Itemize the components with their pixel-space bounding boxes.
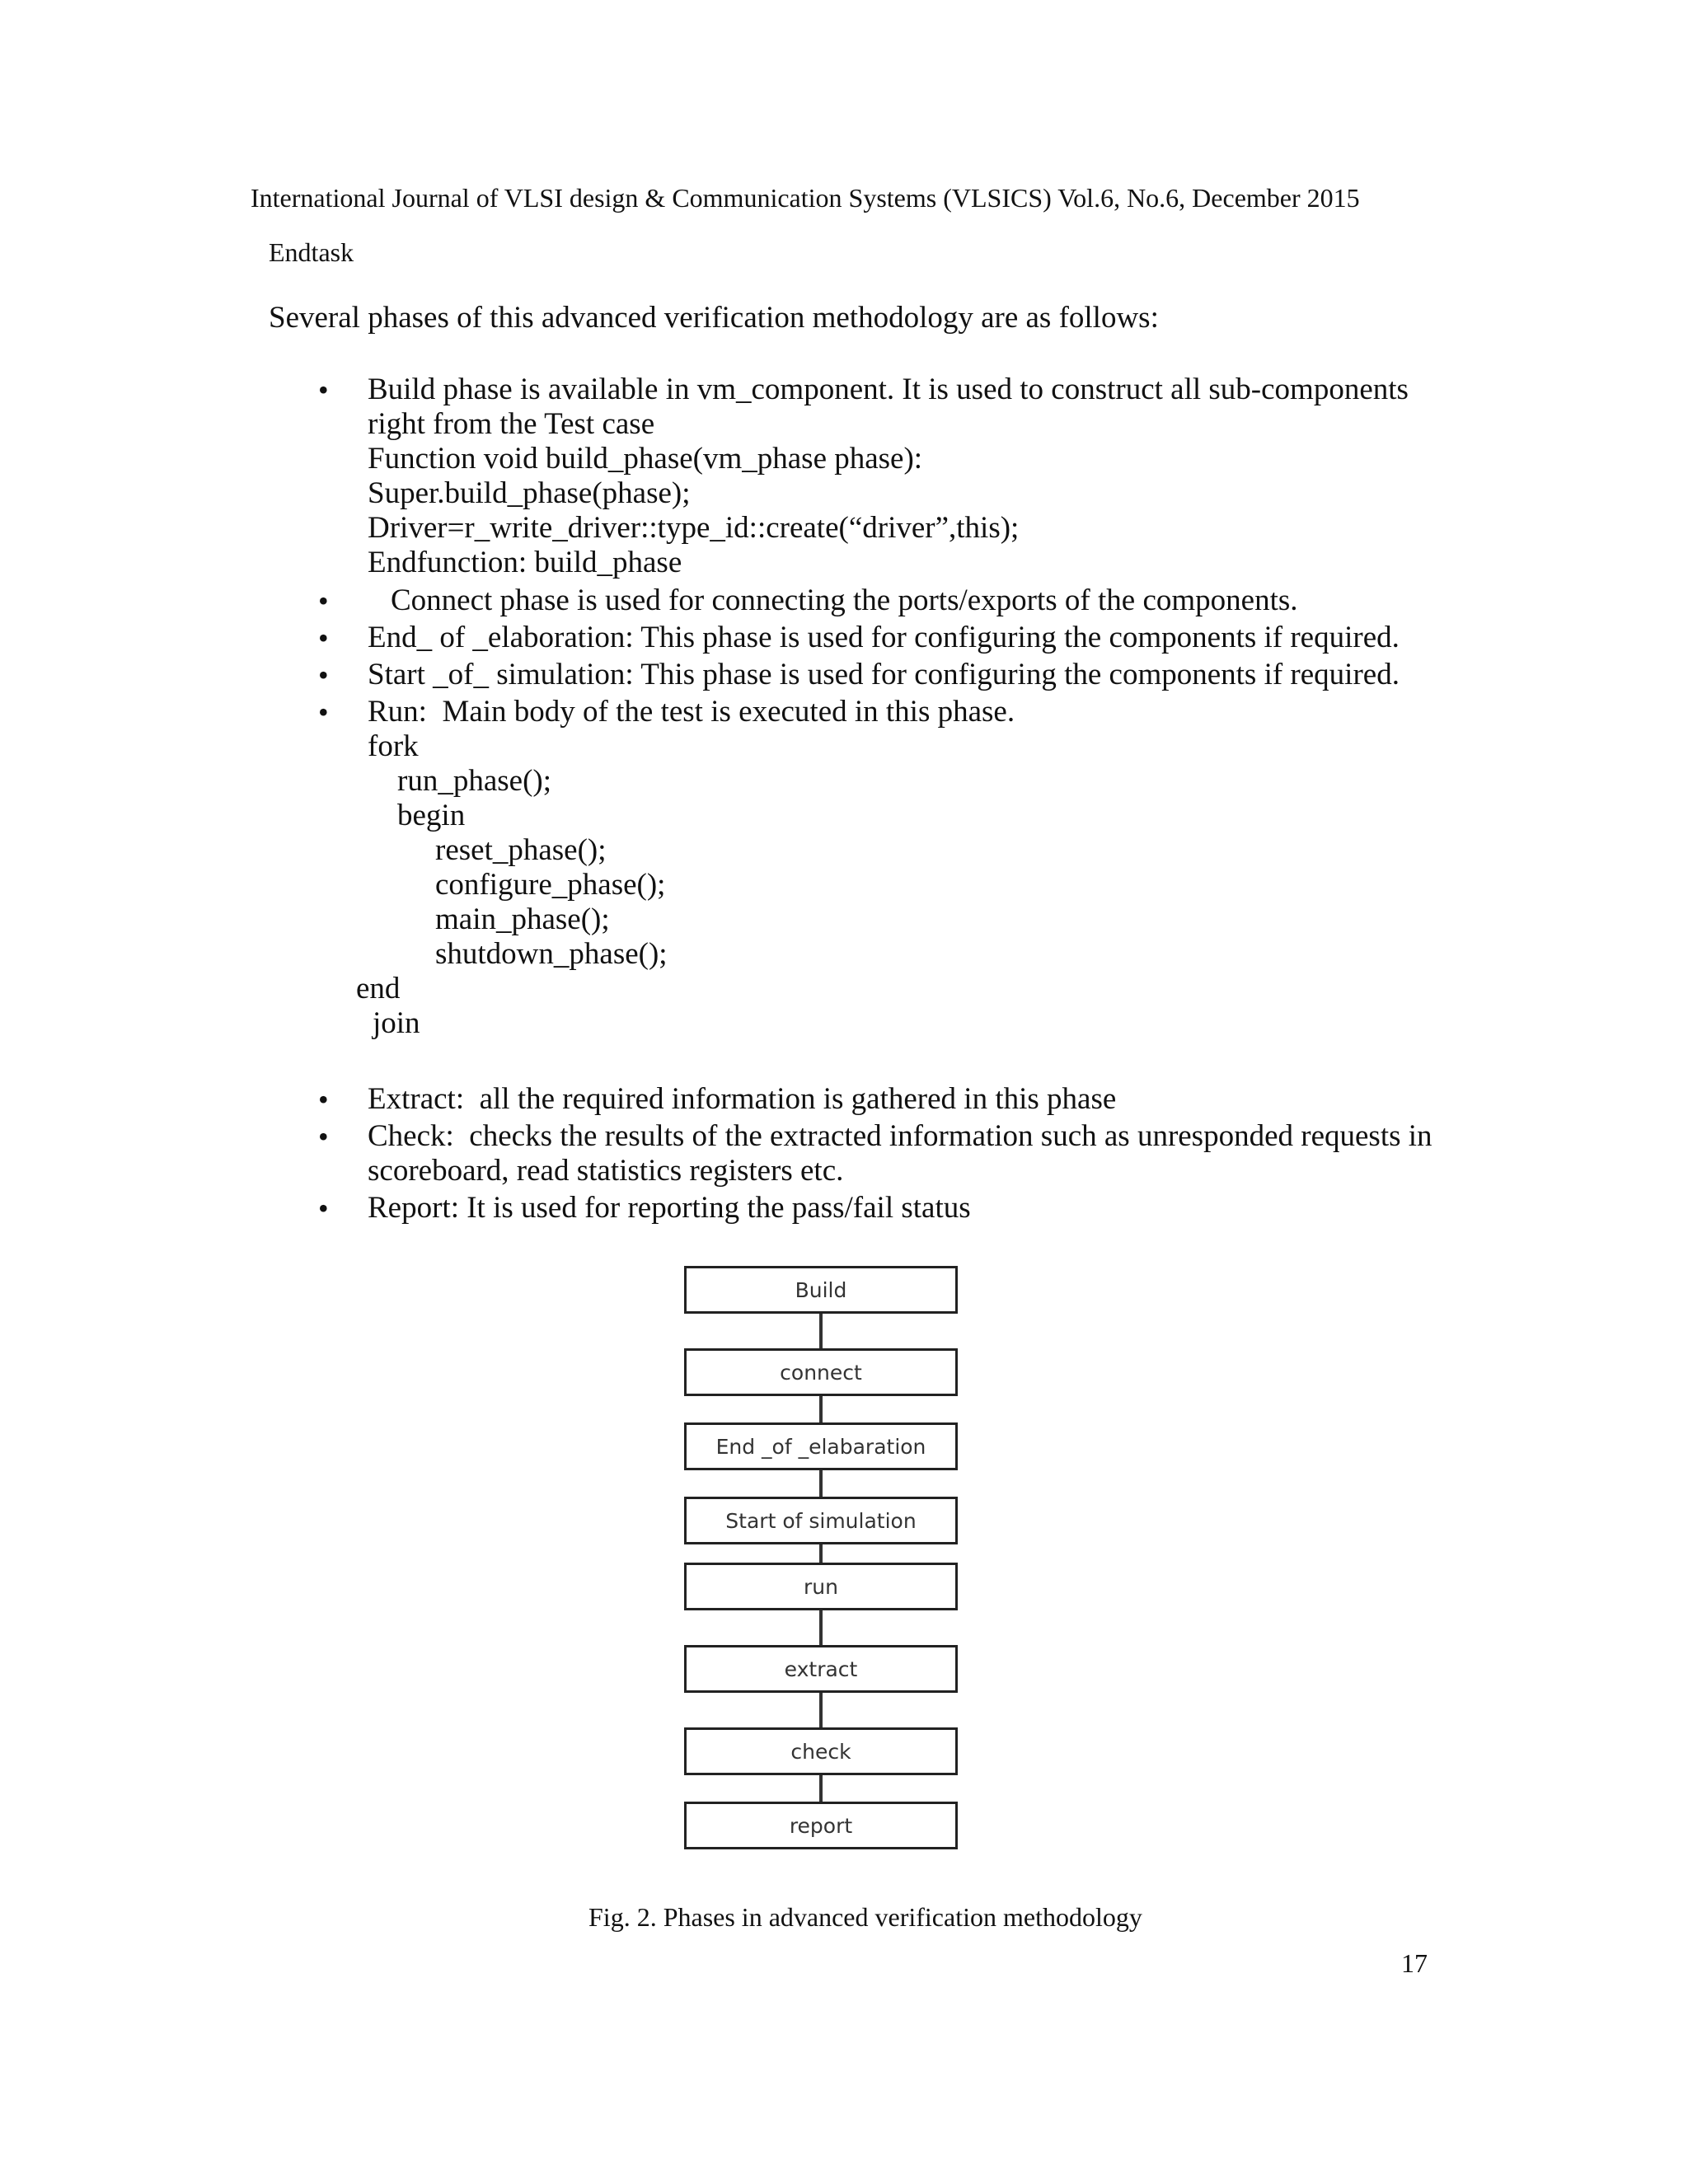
flow-arrow bbox=[819, 1314, 823, 1348]
end-of-elaboration-text: End_ of _elaboration: This phase is used for configuring the components if required. bbox=[368, 621, 1400, 654]
bullet-icon: • bbox=[318, 658, 329, 691]
flow-box-end-of-elaboration: End _of _elabaration bbox=[684, 1422, 958, 1470]
run-code-line: end bbox=[356, 972, 401, 1005]
run-code-line: join bbox=[373, 1006, 420, 1040]
flow-connector bbox=[819, 1470, 823, 1497]
flow-box-report: report bbox=[684, 1802, 958, 1849]
bullet-icon: • bbox=[318, 373, 329, 406]
bullet-icon: • bbox=[318, 621, 329, 654]
run-code-line: fork bbox=[368, 729, 419, 763]
flow-box-check: check bbox=[684, 1727, 958, 1775]
build-code-line: Driver=r_write_driver::type_id::create(“driver”,this); bbox=[368, 511, 1020, 545]
figure-caption: Fig. 2. Phases in advanced verification methodology bbox=[588, 1902, 1142, 1932]
run-code-line: shutdown_phase(); bbox=[435, 937, 668, 971]
run-phase-text: Run: Main body of the test is executed in this phase. bbox=[368, 695, 1015, 729]
flow-connector bbox=[819, 1610, 823, 1645]
run-code-line: configure_phase(); bbox=[435, 868, 666, 902]
flow-box-start-of-simulation: Start of simulation bbox=[684, 1497, 958, 1544]
build-code-line: Endfunction: build_phase bbox=[368, 546, 682, 579]
connect-phase-text: Connect phase is used for connecting the ports/exports of the components. bbox=[391, 583, 1298, 617]
check-phase-line1: Check: checks the results of the extracted information such as unresponded requests in bbox=[368, 1119, 1432, 1153]
run-code-line: run_phase(); bbox=[397, 764, 551, 798]
extract-phase-text: Extract: all the required information is gathered in this phase bbox=[368, 1082, 1117, 1116]
flow-connector bbox=[819, 1396, 823, 1422]
run-code-line: reset_phase(); bbox=[435, 833, 607, 867]
build-phase-line1: Build phase is available in vm_component. It is used to construct all sub-components bbox=[368, 373, 1409, 406]
intro-paragraph: Several phases of this advanced verification methodology are as follows: bbox=[269, 301, 1159, 335]
journal-header: International Journal of VLSI design & Communication Systems (VLSICS) Vol.6, No.6, December 2015 bbox=[251, 183, 1360, 213]
flow-box-extract: extract bbox=[684, 1645, 958, 1693]
page-number: 17 bbox=[1401, 1948, 1428, 1978]
run-code-line: begin bbox=[397, 799, 466, 832]
report-phase-text: Report: It is used for reporting the pass/fail status bbox=[368, 1191, 971, 1225]
build-code-line: Function void build_phase(vm_phase phase): bbox=[368, 442, 923, 476]
flow-box-connect: connect bbox=[684, 1348, 958, 1396]
run-code-line: main_phase(); bbox=[435, 902, 610, 936]
flow-arrow bbox=[819, 1775, 823, 1802]
build-code-line: Super.build_phase(phase); bbox=[368, 476, 691, 510]
flow-box-run: run bbox=[684, 1563, 958, 1610]
check-phase-line2: scoreboard, read statistics registers etc. bbox=[368, 1154, 844, 1188]
flow-box-build: Build bbox=[684, 1266, 958, 1314]
build-phase-line2: right from the Test case bbox=[368, 407, 655, 441]
endtask-text: Endtask bbox=[269, 237, 354, 267]
bullet-icon: • bbox=[318, 1120, 329, 1153]
flow-connector bbox=[819, 1544, 823, 1563]
flow-connector bbox=[819, 1693, 823, 1727]
start-of-simulation-text: Start _of_ simulation: This phase is used for configuring the components if required. bbox=[368, 658, 1400, 691]
bullet-icon: • bbox=[318, 584, 329, 617]
bullet-icon: • bbox=[318, 1192, 329, 1225]
bullet-icon: • bbox=[318, 696, 329, 729]
bullet-icon: • bbox=[318, 1083, 329, 1116]
